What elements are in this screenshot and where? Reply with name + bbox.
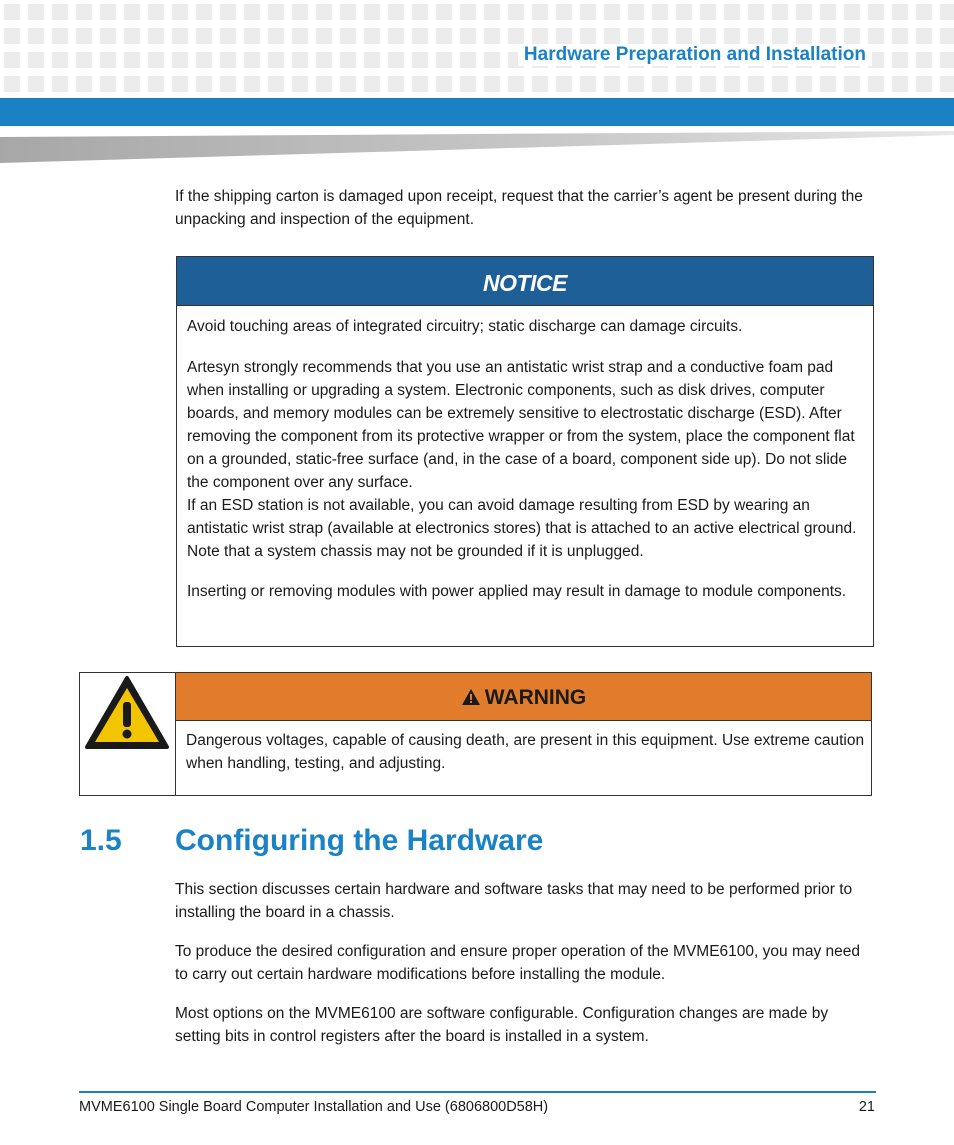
header-pattern-square	[940, 52, 954, 68]
header-pattern-square	[484, 76, 500, 92]
header-pattern-square	[100, 4, 116, 20]
header-pattern-square	[508, 76, 524, 92]
header-pattern-square	[676, 4, 692, 20]
header-pattern-square	[676, 28, 692, 44]
header-pattern-square	[196, 76, 212, 92]
header-pattern-square	[292, 52, 308, 68]
header-pattern-square	[4, 76, 20, 92]
notice-paragraph: Avoid touching areas of integrated circuitry; static discharge can damage circuits.	[187, 318, 743, 335]
header-pattern-square	[868, 4, 884, 20]
warning-heading: WARNING	[484, 686, 587, 709]
header-pattern-square	[628, 76, 644, 92]
warning-box	[79, 672, 872, 796]
header-pattern-square	[820, 28, 836, 44]
header-pattern-square	[196, 4, 212, 20]
warning-small-icon	[461, 688, 481, 706]
notice-paragraph: If an ESD station is not available, you can avoid damage resulting from ESD by wearing an antistatic wrist strap (available at electronics stores) that is attached to an active electrical ground. Note that a system chassis may not be grounded if it is unplugged.	[187, 497, 857, 560]
header-pattern-square	[412, 76, 428, 92]
notice-box	[176, 256, 874, 647]
header-pattern-square	[916, 52, 932, 68]
header-pattern-square	[868, 28, 884, 44]
header-pattern-square	[700, 28, 716, 44]
header-pattern-square	[100, 28, 116, 44]
header-pattern-square	[28, 52, 44, 68]
header-pattern-square	[436, 28, 452, 44]
header-pattern-square	[340, 28, 356, 44]
header-pattern-square	[604, 76, 620, 92]
header-pattern-square	[52, 52, 68, 68]
header-pattern-square	[460, 52, 476, 68]
header-pattern-square	[196, 28, 212, 44]
header-pattern-square	[652, 28, 668, 44]
header-pattern-square	[4, 52, 20, 68]
header-pattern-square	[796, 28, 812, 44]
header-pattern-square	[412, 4, 428, 20]
warning-icon-cell	[80, 673, 176, 795]
warning-triangle-icon	[84, 675, 170, 751]
header-pattern-square	[340, 4, 356, 20]
header-pattern-square	[220, 76, 236, 92]
header-pattern-square	[364, 52, 380, 68]
header-pattern-square	[244, 4, 260, 20]
header-pattern-square	[292, 28, 308, 44]
header-pattern-square	[316, 4, 332, 20]
header-pattern-square	[292, 76, 308, 92]
section-paragraph: To produce the desired configuration and ensure proper operation of the MVME6100, you may need to carry out certain hardware modifications before installing the module.	[175, 943, 861, 983]
header-pattern-square	[292, 4, 308, 20]
header-pattern-square	[124, 52, 140, 68]
header-pattern-square	[148, 52, 164, 68]
header-pattern-square	[316, 76, 332, 92]
header-gray-wedge	[0, 131, 954, 163]
header-pattern-square	[628, 28, 644, 44]
header-pattern-square	[388, 76, 404, 92]
header-pattern-square	[772, 28, 788, 44]
notice-paragraph: Inserting or removing modules with power applied may result in damage to module components.	[187, 583, 847, 600]
header-pattern-square	[652, 76, 668, 92]
header-blue-band	[0, 98, 954, 126]
header-pattern-square	[820, 4, 836, 20]
header-pattern-square	[268, 52, 284, 68]
header-pattern-square	[364, 4, 380, 20]
header-pattern-square	[724, 4, 740, 20]
header-pattern-square	[916, 28, 932, 44]
header-pattern-square	[340, 52, 356, 68]
footer-document-title: MVME6100 Single Board Computer Installation and Use (6806800D58H)	[79, 1099, 549, 1115]
section-paragraph: This section discusses certain hardware and software tasks that may need to be performed prior to installing the board in a chassis.	[175, 881, 853, 921]
header-pattern-square	[772, 76, 788, 92]
header-pattern-square	[484, 28, 500, 44]
header-pattern-square	[340, 76, 356, 92]
footer-rule	[79, 1091, 876, 1093]
header-pattern-square	[196, 52, 212, 68]
header-pattern-square	[244, 52, 260, 68]
header-pattern-square	[940, 28, 954, 44]
header-pattern-square	[220, 52, 236, 68]
header-pattern-square	[556, 4, 572, 20]
header-pattern-square	[124, 76, 140, 92]
header-pattern-square	[844, 4, 860, 20]
header-pattern-square	[652, 4, 668, 20]
header-pattern-square	[316, 28, 332, 44]
header-pattern-square	[892, 52, 908, 68]
header-pattern-square	[724, 76, 740, 92]
header-pattern-square	[604, 4, 620, 20]
header-pattern-square	[436, 4, 452, 20]
header-pattern-square	[148, 76, 164, 92]
footer-page-number: 21	[858, 1099, 875, 1115]
header-pattern-square	[52, 28, 68, 44]
header-pattern-square	[916, 76, 932, 92]
header-pattern-square	[532, 28, 548, 44]
header-pattern-square	[268, 28, 284, 44]
header-pattern-square	[100, 52, 116, 68]
header-pattern-square	[220, 28, 236, 44]
header-pattern-square	[484, 52, 500, 68]
header-pattern-square	[76, 76, 92, 92]
notice-heading: NOTICE	[177, 257, 873, 306]
header-pattern-square	[52, 76, 68, 92]
header-pattern-square	[508, 28, 524, 44]
header-pattern-square	[124, 4, 140, 20]
header-pattern-square	[532, 76, 548, 92]
header-pattern-square	[916, 4, 932, 20]
header-pattern-square	[268, 76, 284, 92]
header-pattern-square	[460, 28, 476, 44]
header-pattern-square	[796, 4, 812, 20]
header-pattern-square	[148, 28, 164, 44]
header-pattern-square	[268, 4, 284, 20]
header-pattern-square	[4, 28, 20, 44]
header-pattern-square	[172, 28, 188, 44]
intro-paragraph: If the shipping carton is damaged upon receipt, request that the carrier’s agent be present during the unpacking and inspection of the equipment.	[175, 188, 863, 228]
header-pattern-square	[388, 52, 404, 68]
header-pattern-square	[100, 76, 116, 92]
header-pattern-square	[28, 28, 44, 44]
running-header-title: Hardware Preparation and Installation	[518, 44, 872, 66]
header-pattern-square	[820, 76, 836, 92]
header-pattern-square	[892, 76, 908, 92]
warning-text: Dangerous voltages, capable of causing death, are present in this equipment. Use extreme caution when handling, testing, and adjusting.	[186, 732, 865, 772]
header-pattern-square	[700, 4, 716, 20]
header-pattern-square	[76, 28, 92, 44]
header-pattern-square	[844, 76, 860, 92]
header-pattern-square	[484, 4, 500, 20]
header-pattern-square	[412, 28, 428, 44]
header-pattern-square	[364, 76, 380, 92]
header-pattern-square	[172, 52, 188, 68]
header-pattern-square	[28, 4, 44, 20]
header-pattern-square	[220, 4, 236, 20]
header-pattern-square	[316, 52, 332, 68]
header-pattern-square	[460, 76, 476, 92]
header-pattern-square	[748, 28, 764, 44]
warning-heading-bar	[176, 673, 871, 721]
header-pattern-square	[772, 4, 788, 20]
header-pattern-square	[724, 28, 740, 44]
header-pattern-square	[244, 28, 260, 44]
section-title: Configuring the Hardware	[175, 824, 544, 857]
header-pattern-square	[412, 52, 428, 68]
header-pattern-square	[748, 76, 764, 92]
header-pattern-square	[4, 4, 20, 20]
header-pattern-square	[148, 4, 164, 20]
header-pattern-square	[868, 76, 884, 92]
header-pattern-square	[604, 28, 620, 44]
header-pattern-square	[436, 76, 452, 92]
header-pattern-square	[892, 4, 908, 20]
header-pattern-square	[124, 28, 140, 44]
header-pattern-square	[460, 4, 476, 20]
header-pattern-square	[388, 4, 404, 20]
header-pattern-square	[556, 28, 572, 44]
header-pattern-square	[172, 4, 188, 20]
header-pattern-square	[436, 52, 452, 68]
header-pattern-square	[76, 4, 92, 20]
header-pattern-square	[388, 28, 404, 44]
header-pattern-square	[940, 4, 954, 20]
header-pattern-square	[700, 76, 716, 92]
header-pattern-square	[748, 4, 764, 20]
header-pattern-square	[844, 28, 860, 44]
section-paragraph: Most options on the MVME6100 are software configurable. Configuration changes are made by setting bits in control registers after the board is installed in a system.	[175, 1005, 829, 1045]
header-pattern-square	[940, 76, 954, 92]
header-pattern-square	[508, 4, 524, 20]
header-pattern-square	[580, 4, 596, 20]
header-pattern-square	[76, 52, 92, 68]
header-pattern-square	[28, 76, 44, 92]
header-pattern-square	[364, 28, 380, 44]
header-pattern-square	[556, 76, 572, 92]
notice-paragraph: Artesyn strongly recommends that you use an antistatic wrist strap and a conductive foam pad when installing or upgrading a system. Electronic components, such as disk drives, computer boards, and memory modules can be extremely sensitive to electrostatic discharge (ESD). After removing the component from its protective wrapper or from the system, place the component flat on a grounded, static-free surface (and, in the case of a board, component side up). Do not slide the component over any surface.	[187, 359, 855, 491]
header-pattern-square	[892, 28, 908, 44]
header-pattern-square	[532, 4, 548, 20]
header-pattern-square	[244, 76, 260, 92]
section-number: 1.5	[80, 824, 122, 857]
header-pattern-square	[676, 76, 692, 92]
header-pattern-square	[172, 76, 188, 92]
header-pattern-square	[580, 28, 596, 44]
header-pattern-square	[628, 4, 644, 20]
header-pattern-square	[52, 4, 68, 20]
header-pattern-square	[580, 76, 596, 92]
header-pattern-square	[796, 76, 812, 92]
